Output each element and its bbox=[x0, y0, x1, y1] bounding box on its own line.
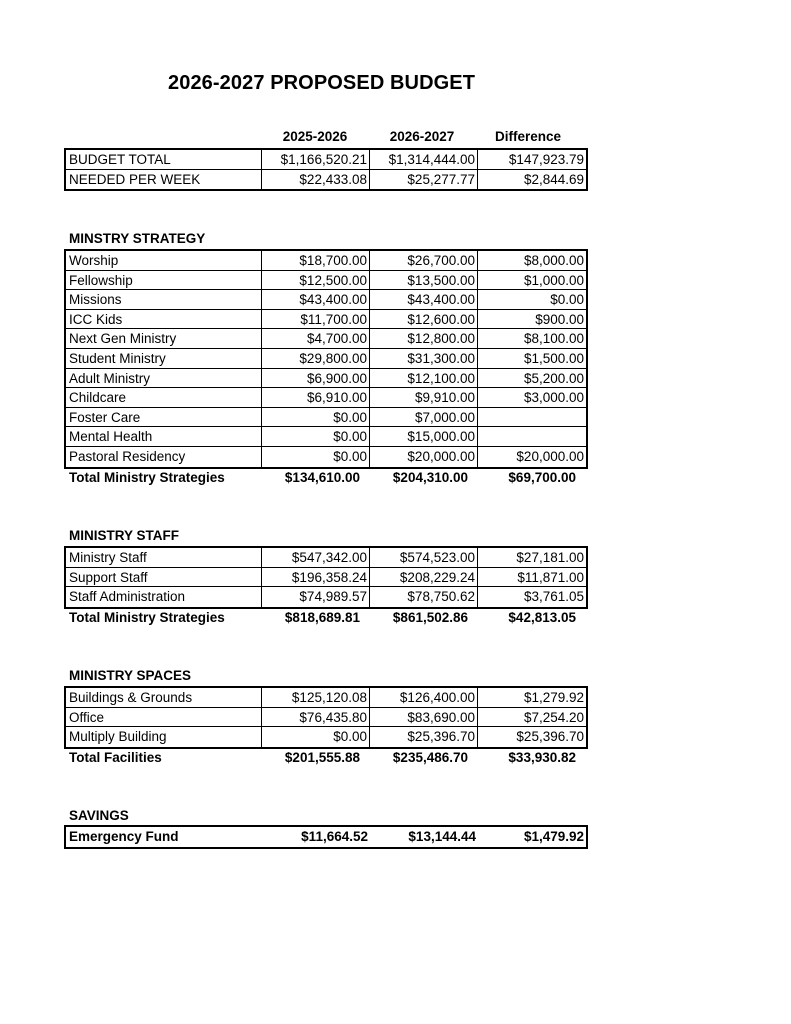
table-row bbox=[66, 688, 586, 708]
strategy-total-row bbox=[64, 468, 584, 487]
value-2025-2026: $76,435.80 bbox=[262, 708, 370, 727]
table-row bbox=[66, 290, 586, 310]
table-row bbox=[66, 388, 586, 408]
row-label: Next Gen Ministry bbox=[66, 329, 262, 348]
value-2026-2027: $13,500.00 bbox=[370, 271, 478, 290]
row-label: Mental Health bbox=[66, 427, 262, 446]
value-2026-2027: $31,300.00 bbox=[370, 349, 478, 368]
table-row-needed-per-week bbox=[66, 170, 586, 190]
table-row bbox=[66, 727, 586, 747]
value-difference: $25,396.70 bbox=[516, 729, 584, 745]
total-2026-2027: $235,486.70 bbox=[392, 750, 468, 765]
row-label: Support Staff bbox=[66, 568, 262, 587]
value-difference: $3,761.05 bbox=[523, 589, 584, 605]
value-difference: $1,500.00 bbox=[523, 350, 584, 366]
value-2026-2027: $13,144.44 bbox=[408, 829, 476, 844]
table-row bbox=[66, 408, 586, 428]
value-2026-2027: $126,400.00 bbox=[370, 688, 478, 707]
value-2025-2026: $12,500.00 bbox=[262, 271, 370, 290]
value-difference: $5,200.00 bbox=[523, 370, 584, 386]
row-label: BUDGET TOTAL bbox=[66, 150, 262, 169]
summary-table bbox=[64, 148, 588, 191]
total-2025-2026: $134,610.00 bbox=[284, 470, 360, 485]
value-2026-2027: $78,750.62 bbox=[370, 587, 478, 607]
row-label: Worship bbox=[66, 251, 262, 270]
strategy-table bbox=[64, 249, 588, 469]
value-2025-2026: $29,800.00 bbox=[262, 349, 370, 368]
row-label: Pastoral Residency bbox=[66, 447, 262, 467]
value-2026-2027: $1,314,444.00 bbox=[370, 150, 478, 169]
value-2026-2027: $25,277.77 bbox=[370, 170, 478, 190]
total-label: Total Ministry Strategies bbox=[69, 470, 225, 485]
table-row bbox=[66, 587, 586, 607]
table-row bbox=[66, 349, 586, 369]
section-title-strategy: MINSTRY STRATEGY bbox=[69, 231, 206, 246]
value-2026-2027: $43,400.00 bbox=[370, 290, 478, 309]
value-2026-2027: $208,229.24 bbox=[370, 568, 478, 587]
value-difference: $1,000.00 bbox=[523, 272, 584, 288]
row-label: Childcare bbox=[66, 388, 262, 407]
savings-table bbox=[64, 825, 588, 849]
value-2026-2027: $12,600.00 bbox=[370, 310, 478, 329]
column-header-difference: Difference bbox=[494, 129, 562, 144]
value-2025-2026: $547,342.00 bbox=[262, 548, 370, 567]
column-header-2025-2026: 2025-2026 bbox=[282, 129, 348, 144]
value-2025-2026: $125,120.08 bbox=[262, 688, 370, 707]
value-2026-2027: $12,100.00 bbox=[370, 369, 478, 388]
value-2025-2026: $22,433.08 bbox=[262, 170, 370, 190]
value-difference: $11,871.00 bbox=[517, 569, 584, 585]
total-2025-2026: $818,689.81 bbox=[284, 610, 360, 625]
row-label: Adult Ministry bbox=[66, 369, 262, 388]
total-2026-2027: $204,310.00 bbox=[392, 470, 468, 485]
row-label: Buildings & Grounds bbox=[66, 688, 262, 707]
staff-total-row bbox=[64, 608, 584, 627]
total-difference: $42,813.05 bbox=[508, 610, 576, 625]
value-2025-2026: $0.00 bbox=[262, 447, 370, 467]
value-difference: $1,479.92 bbox=[523, 829, 584, 844]
value-difference bbox=[478, 427, 586, 446]
row-label: Staff Administration bbox=[66, 587, 262, 607]
row-label: Student Ministry bbox=[66, 349, 262, 368]
value-2026-2027: $15,000.00 bbox=[370, 427, 478, 446]
table-row bbox=[66, 827, 586, 847]
value-2026-2027: $83,690.00 bbox=[370, 708, 478, 727]
table-row bbox=[66, 369, 586, 389]
value-2025-2026: $4,700.00 bbox=[262, 329, 370, 348]
value-difference: $20,000.00 bbox=[516, 448, 584, 464]
section-title-savings: SAVINGS bbox=[69, 808, 129, 823]
value-2025-2026: $74,989.57 bbox=[262, 587, 370, 607]
total-difference: $69,700.00 bbox=[508, 470, 576, 485]
total-2025-2026: $201,555.88 bbox=[284, 750, 360, 765]
value-2025-2026: $0.00 bbox=[262, 427, 370, 446]
section-title-spaces: MINISTRY SPACES bbox=[69, 668, 192, 683]
value-2026-2027: $9,910.00 bbox=[370, 388, 478, 407]
value-2025-2026: $196,358.24 bbox=[262, 568, 370, 587]
table-row bbox=[66, 271, 586, 291]
page-title: 2026-2027 PROPOSED BUDGET bbox=[168, 72, 476, 94]
value-difference: $8,000.00 bbox=[523, 253, 584, 268]
table-row bbox=[66, 447, 586, 467]
row-label: Emergency Fund bbox=[69, 829, 179, 844]
table-row bbox=[66, 548, 586, 568]
section-title-staff: MINISTRY STAFF bbox=[69, 528, 179, 543]
value-2025-2026: $6,910.00 bbox=[262, 388, 370, 407]
table-row-budget-total bbox=[66, 150, 586, 170]
value-2026-2027: $7,000.00 bbox=[370, 408, 478, 427]
row-label: ICC Kids bbox=[66, 310, 262, 329]
staff-table bbox=[64, 546, 588, 609]
table-row bbox=[66, 427, 586, 447]
value-2025-2026: $0.00 bbox=[262, 727, 370, 747]
value-2025-2026: $11,700.00 bbox=[262, 310, 370, 329]
row-label: Foster Care bbox=[66, 408, 262, 427]
value-difference: $27,181.00 bbox=[516, 550, 584, 565]
value-difference: $2,844.69 bbox=[523, 171, 584, 187]
value-difference: $900.00 bbox=[535, 311, 584, 327]
value-difference: $147,923.79 bbox=[508, 152, 584, 167]
value-difference: $3,000.00 bbox=[523, 390, 584, 406]
table-row bbox=[66, 329, 586, 349]
row-label: Ministry Staff bbox=[66, 548, 262, 567]
value-difference bbox=[478, 408, 586, 427]
table-row bbox=[66, 708, 586, 728]
total-label: Total Facilities bbox=[69, 750, 162, 765]
value-2026-2027: $12,800.00 bbox=[370, 329, 478, 348]
value-2025-2026: $0.00 bbox=[262, 408, 370, 427]
total-label: Total Ministry Strategies bbox=[69, 610, 225, 625]
value-2025-2026: $43,400.00 bbox=[262, 290, 370, 309]
value-2026-2027: $20,000.00 bbox=[370, 447, 478, 467]
table-row bbox=[66, 568, 586, 588]
table-row bbox=[66, 251, 586, 271]
row-label: Fellowship bbox=[66, 271, 262, 290]
column-header-2026-2027: 2026-2027 bbox=[389, 129, 455, 144]
spaces-table bbox=[64, 686, 588, 749]
value-2025-2026: $6,900.00 bbox=[262, 369, 370, 388]
value-2026-2027: $574,523.00 bbox=[370, 548, 478, 567]
row-label: Missions bbox=[66, 290, 262, 309]
value-2025-2026: $1,166,520.21 bbox=[262, 150, 370, 169]
row-label: Office bbox=[66, 708, 262, 727]
row-label: Multiply Building bbox=[66, 727, 262, 747]
value-difference: $1,279.92 bbox=[523, 690, 584, 705]
total-difference: $33,930.82 bbox=[508, 750, 576, 765]
value-difference: $0.00 bbox=[550, 292, 584, 308]
row-label: NEEDED PER WEEK bbox=[66, 170, 262, 190]
value-2025-2026: $11,664.52 bbox=[301, 829, 368, 844]
value-2025-2026: $18,700.00 bbox=[262, 251, 370, 270]
table-row bbox=[66, 310, 586, 330]
value-2026-2027: $25,396.70 bbox=[370, 727, 478, 747]
value-difference: $8,100.00 bbox=[523, 331, 584, 347]
spaces-total-row bbox=[64, 748, 584, 767]
total-2026-2027: $861,502.86 bbox=[392, 610, 468, 625]
value-2026-2027: $26,700.00 bbox=[370, 251, 478, 270]
value-difference: $7,254.20 bbox=[523, 709, 584, 725]
